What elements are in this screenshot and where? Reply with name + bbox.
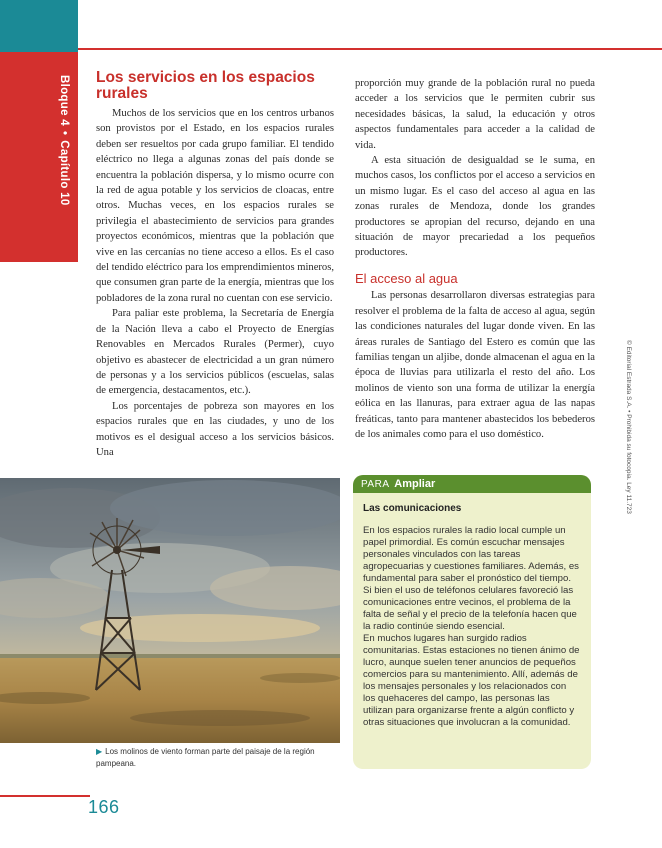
box-paragraph: En los espacios rurales la radio local cumple un papel primordial. Es común escuchar mensajes personales vinculados con las tareas agropecuarias y cuestiones familiares. Además, es fundamental para saber el pronóstico del tiempo. Si bien el uso de teléfonos celulares favoreció las comunicaciones entre vecinos, el problema de la falta de señal y el precio de la telefonía hacen que la radio continúe siendo esencial. xyxy=(363,525,579,632)
box-header xyxy=(353,475,591,493)
paragraph: proporción muy grande de la población rural no pueda acceder a los servicios que le permiten cubrir sus necesidades básicas, la salud, la educación y otros aspectos fundamentales para acceder a la calidad de vida. xyxy=(355,78,595,151)
block-label: Bloque 4 xyxy=(58,75,70,126)
box-title: Las comunicaciones xyxy=(363,503,462,514)
separator-dot: • xyxy=(58,130,70,136)
paragraph: Muchos de los servicios que en los centros urbanos son provistos por el Estado, en los espacios rurales deben ser resueltos por cada grupo familiar. El tendido eléctrico no llega a algunas zonas del país donde se encuentra la población dispersa, y lo mismo ocurre con la red de agua potable y los servicios de cloacas, entre otros. Muchas veces, en los espacios rurales se privilegia el abastecimiento de servicios para grandes proyectos económicos, mientras que la población que vive en las cercanías no tiene acceso a ellos. Es el caso del tendido eléctrico para los emprendimientos mineros, que consumen gran parte de la energía, mientras que los pobladores de la zona rural no cuentan con ese servicio. xyxy=(96,108,334,304)
paragraph: Las personas desarrollaron diversas estrategias para resolver el problema de la falta de acceso al agua, según las condiciones naturales del lugar donde viven. En las áreas rurales de Santiago del Estero es común que las familias tengan un aljibe, donde almacenan el agua en la época de lluvias para utilizarla el resto del año. Los molinos de viento son una forma de utilizar la energía eólica en las llanuras, para extraer agua de las napas freáticas, tanto para mantener abastecidos los bebederos de los animales como para el uso doméstico. xyxy=(355,290,595,440)
chapter-number-label: Capítulo 10 xyxy=(58,140,70,206)
header-teal-block xyxy=(0,0,78,52)
windmill-photo xyxy=(0,478,340,743)
box-paragraph: En muchos lugares han surgido radios comunitarias. Estas estaciones no tienen ánimo de lucro, aunque suelen tener anuncios de pequeños comercios para su mantenimiento. Allí, además de los mensajes personales y los relacionados con los quehaceres del campo, las personas las utilizan para organizarse frente a algún conflicto y otras situaciones que involucran a la comunidad. xyxy=(363,633,580,728)
subsection-title: El acceso al agua xyxy=(355,270,458,286)
page-number-line xyxy=(0,795,90,797)
section-title: Los servicios en los espacios rurales xyxy=(96,69,315,102)
header-red-line xyxy=(78,48,662,50)
box-header-ampliar: Ampliar xyxy=(394,478,436,490)
left-column xyxy=(96,70,334,460)
page-number: 166 xyxy=(88,797,120,817)
box-body xyxy=(353,493,591,729)
paragraph: Los porcentajes de pobreza son mayores en los espacios rurales que en las ciudades, y uno de los motivos es el desigual acceso a los servicios básicos. Una xyxy=(96,400,334,458)
paragraph: Para paliar este problema, la Secretaría de Energía de la Nación lleva a cabo el Proyecto de Energías Renovables en Mercados Rurales (Permer), cuyo objetivo es abastecer de electricidad a un gran número de personas y a los servicios públicos (escuelas, salas de emergencia, destacamentos, etc.). xyxy=(96,308,334,397)
paragraph: A esta situación de desigualdad se le suma, en muchos casos, los conflictos por el acceso a servicios en un mismo lugar. Es el caso del acceso al agua en las zonas rurales de Mendoza, donde los grandes productores se apropian del recurso, dejando en una situación de mayor precariedad a los pequeños productores. xyxy=(355,155,595,259)
box-header-para: PARA xyxy=(361,479,390,490)
caption-text: Los molinos de viento forman parte del paisaje de la región pampeana. xyxy=(96,747,315,768)
right-column xyxy=(355,76,595,442)
copyright-notice: © Editorial Estrada S.A. • Prohibida su fotocopia. Ley 11.723 xyxy=(625,340,632,514)
photo-caption xyxy=(96,746,336,770)
para-ampliar-box xyxy=(353,475,591,769)
chapter-label xyxy=(58,75,70,206)
caption-arrow-icon: ▶ xyxy=(96,747,103,756)
